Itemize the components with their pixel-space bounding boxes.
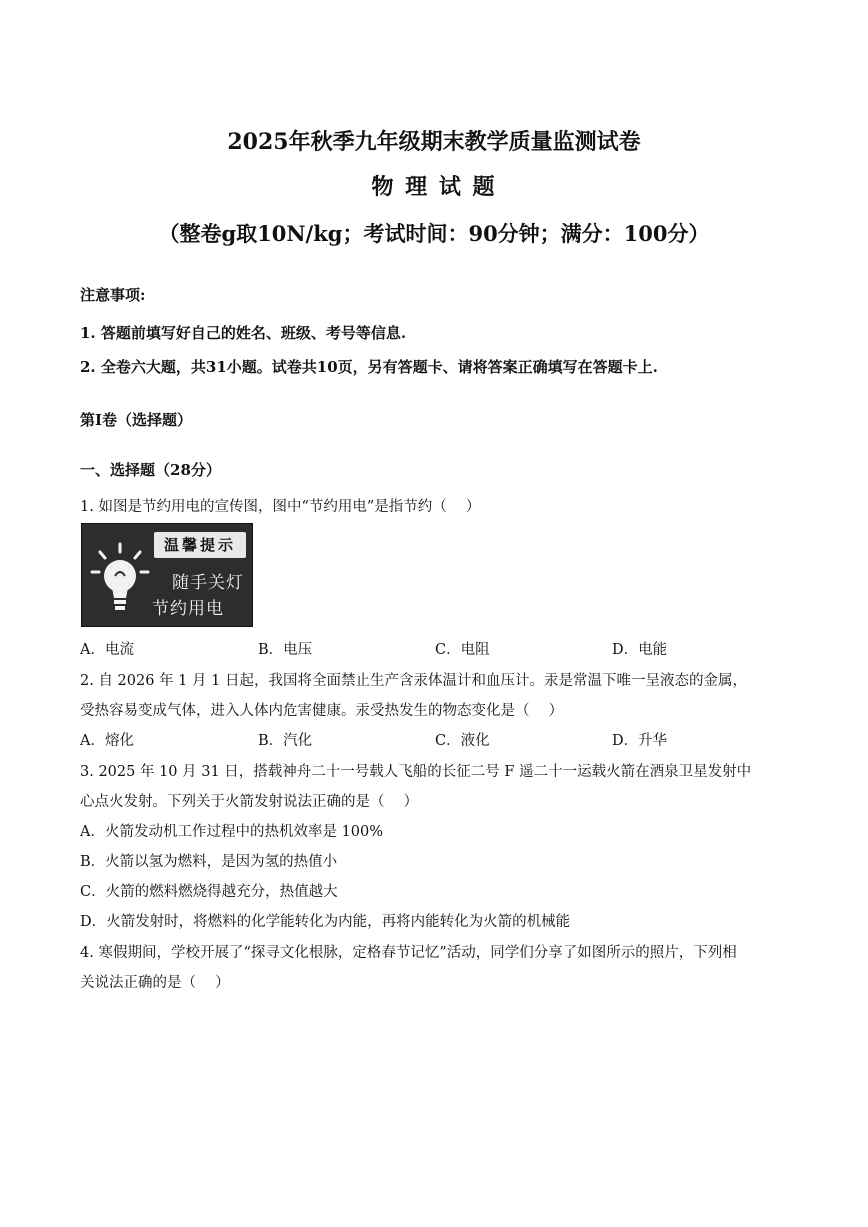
exam-info: （整卷g取10N/kg；考试时间：90分钟；满分：100分） (158, 221, 710, 246)
subject-title: 物 理 试 题 (371, 174, 497, 200)
q2-option-c: C．液化 (435, 733, 490, 749)
question-4-stem-line-2: 关说法正确的是（ ） (80, 975, 230, 991)
q1-option-b: B．电压 (258, 642, 313, 658)
poster-banner: 温馨提示 (154, 532, 246, 558)
section-heading: 一、选择题（28分） (80, 461, 221, 479)
poster-line-1: 随手关灯 (172, 573, 244, 593)
q3-option-c: C．火箭的燃料燃烧得越充分，热值越大 (80, 884, 338, 900)
question-3-stem-line-1: 3. 2025 年 10 月 31 日，搭载神舟二十一号载人飞船的长征二号 F 遥二十一运载火箭在酒泉卫星发射中 (80, 764, 752, 780)
q3-option-d: D．火箭发射时，将燃料的化学能转化为内能，再将内能转化为火箭的机械能 (80, 914, 571, 930)
q2-option-a: A．熔化 (80, 733, 134, 749)
poster-line-2: 节约用电 (152, 599, 224, 619)
q3-option-a: A．火箭发动机工作过程中的热机效率是 100% (80, 824, 384, 840)
lightbulb-icon (90, 542, 150, 622)
part-heading: 第Ⅰ卷（选择题） (80, 411, 193, 429)
q3-option-b: B．火箭以氢为燃料，是因为氢的热值小 (80, 854, 338, 870)
energy-saving-poster (81, 523, 253, 627)
question-4-stem-line-1: 4. 寒假期间，学校开展了“探寻文化根脉，定格春节记忆”活动，同学们分享了如图所示的照片，下列相 (80, 945, 737, 961)
question-1-stem: 1. 如图是节约用电的宣传图，图中“节约用电”是指节约（ ） (80, 499, 481, 515)
question-2-stem-line-1: 2. 自 2026 年 1 月 1 日起，我国将全面禁止生产含汞体温计和血压计。汞是常温下唯一呈液态的金属， (80, 673, 747, 689)
exam-title: 2025年秋季九年级期末教学质量监测试卷 (227, 129, 641, 155)
notes-heading: 注意事项: (80, 286, 146, 304)
note-item-1: 1. 答题前填写好自己的姓名、班级、考号等信息. (80, 324, 407, 342)
q1-option-a: A．电流 (80, 642, 134, 658)
q2-option-d: D．升华 (612, 733, 668, 749)
q1-option-d: D．电能 (612, 642, 668, 658)
question-3-stem-line-2: 心点火发射。下列关于火箭发射说法正确的是（ ） (80, 794, 419, 810)
note-item-2: 2. 全卷六大题，共31小题。试卷共10页，另有答题卡、请将答案正确填写在答题卡上. (80, 358, 658, 376)
q2-option-b: B．汽化 (258, 733, 313, 749)
q1-option-c: C．电阻 (435, 642, 490, 658)
question-2-stem-line-2: 受热容易变成气体，进入人体内危害健康。汞受热发生的物态变化是（ ） (80, 703, 564, 719)
